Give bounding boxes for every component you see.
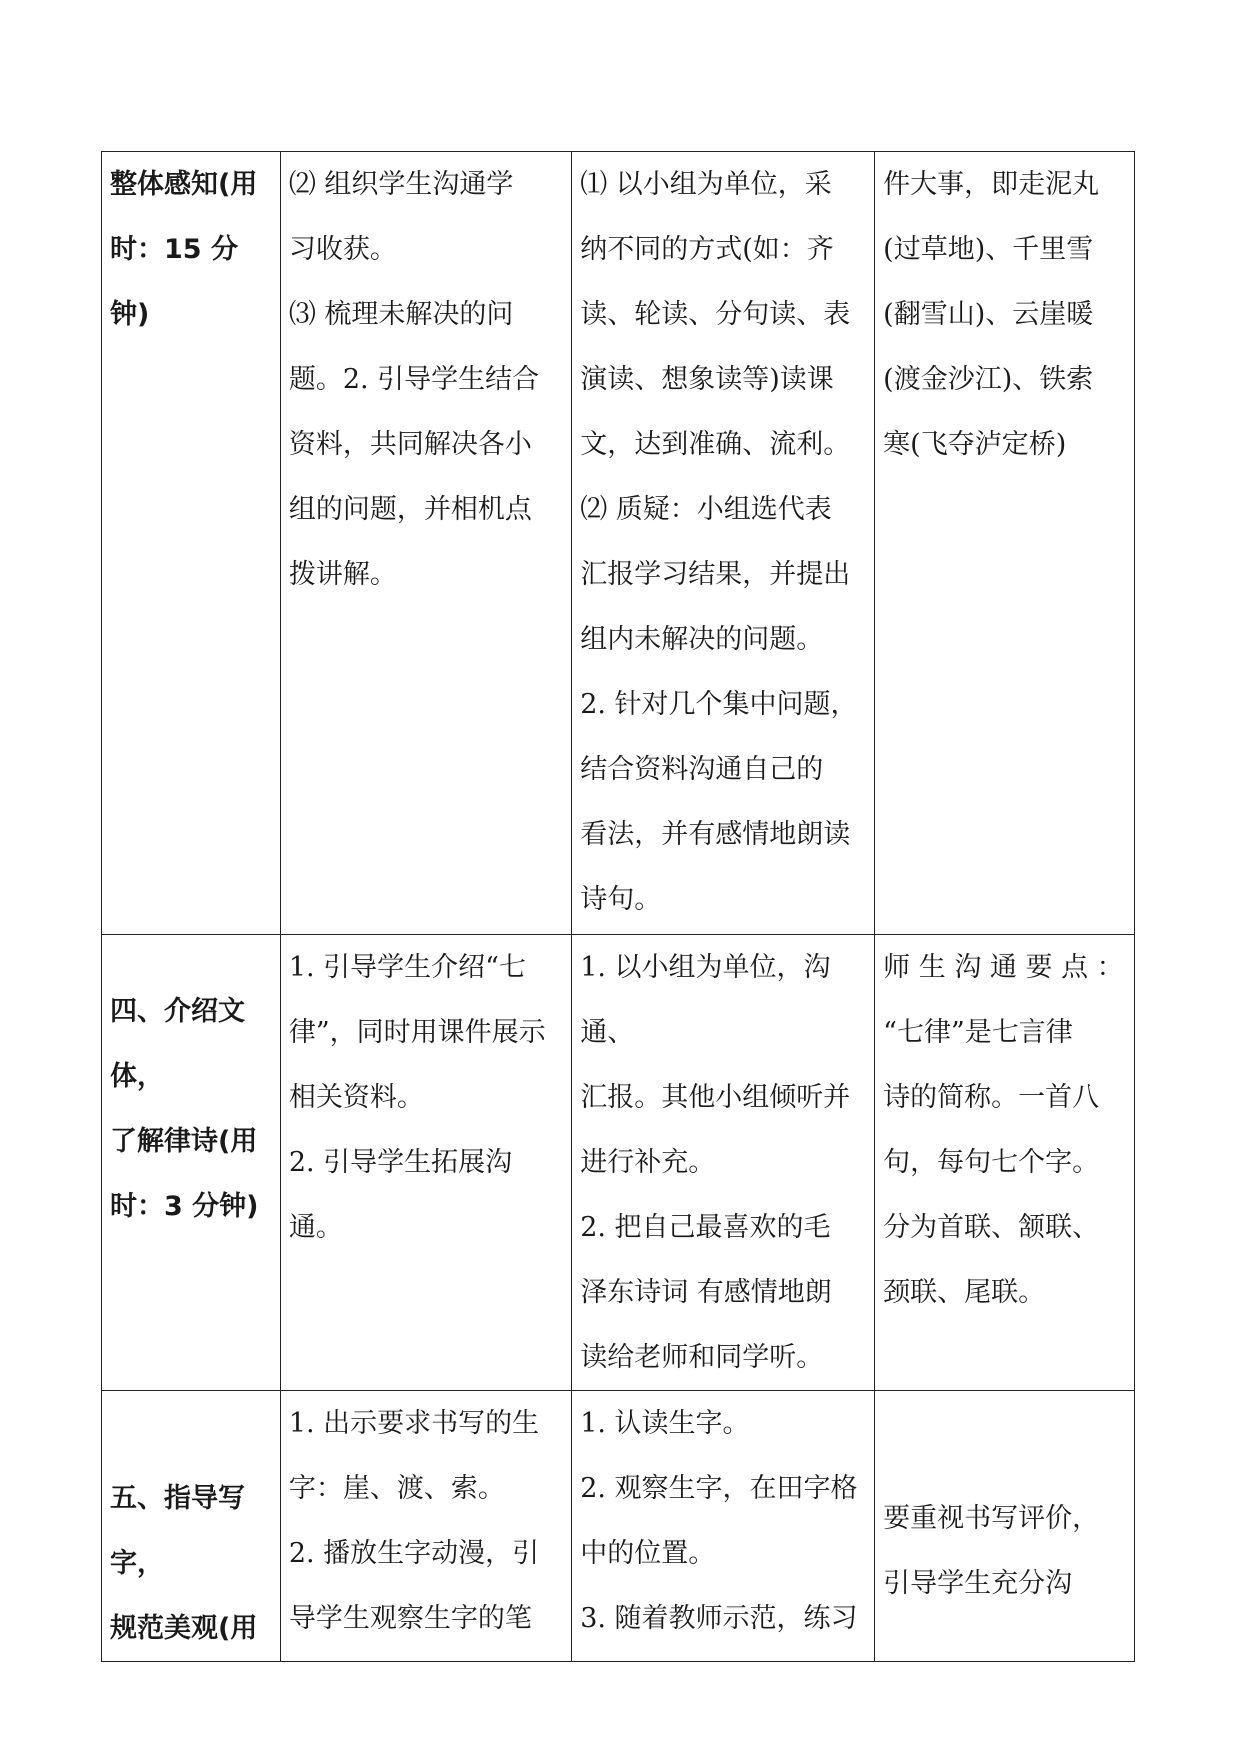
student-activity-cell: 1. 以小组为单位，沟通、 汇报。其他小组倾听并 进行补充。 2. 把自己最喜欢的毛 泽东诗词 有感情地朗 读给老师和同学听。 — [572, 935, 875, 1391]
phase-cell: 整体感知(用 时：15 分钟) — [102, 152, 281, 935]
phase-cell: 五、指导写字， 规范美观(用 — [102, 1391, 281, 1662]
lesson-plan-table — [101, 151, 1135, 1662]
table-row — [102, 1391, 1135, 1662]
teacher-activity-cell: 1. 引导学生介绍“七 律”，同时用课件展示 相关资料。 2. 引导学生拓展沟通。 — [280, 935, 571, 1391]
notes-cell: 师 生 沟 通 要 点 ： “七律”是七言律 诗的简称。一首八 句，每句七个字。 分为首联、颔联、 颈联、尾联。 — [875, 935, 1135, 1391]
student-activity-cell: 1. 认读生字。 2. 观察生字，在田字格 中的位置。 3. 随着教师示范，练习 — [572, 1391, 875, 1662]
phase-cell: 四、介绍文体， 了解律诗(用 时：3 分钟) — [102, 935, 281, 1391]
teacher-activity-cell: ⑵ 组织学生沟通学 习收获。 ⑶ 梳理未解决的问 题。2. 引导学生结合 资料，共同解决各小 组的问题，并相机点 拨讲解。 — [280, 152, 571, 935]
teacher-activity-cell: 1. 出示要求书写的生 字：崖、渡、索。 2. 播放生字动漫，引 导学生观察生字的笔 — [280, 1391, 571, 1662]
notes-cell: 件大事，即走泥丸 (过草地)、千里雪 (翻雪山)、云崖暖 (渡金沙江)、铁索 寒(飞夺泸定桥) — [875, 152, 1135, 935]
notes-cell: 要重视书写评价， 引导学生充分沟 — [875, 1391, 1135, 1662]
student-activity-cell: ⑴ 以小组为单位，采 纳不同的方式(如：齐 读、轮读、分句读、表 演读、想象读等)读课 文，达到准确、流利。 ⑵ 质疑：小组选代表 汇报学习结果，并提出 组内未解决的问题。 2. 针对几个集中问题， 结合资料沟通自己的 看法，并有感情地朗读 诗句。 — [572, 152, 875, 935]
table-row — [102, 935, 1135, 1391]
table-row — [102, 152, 1135, 935]
